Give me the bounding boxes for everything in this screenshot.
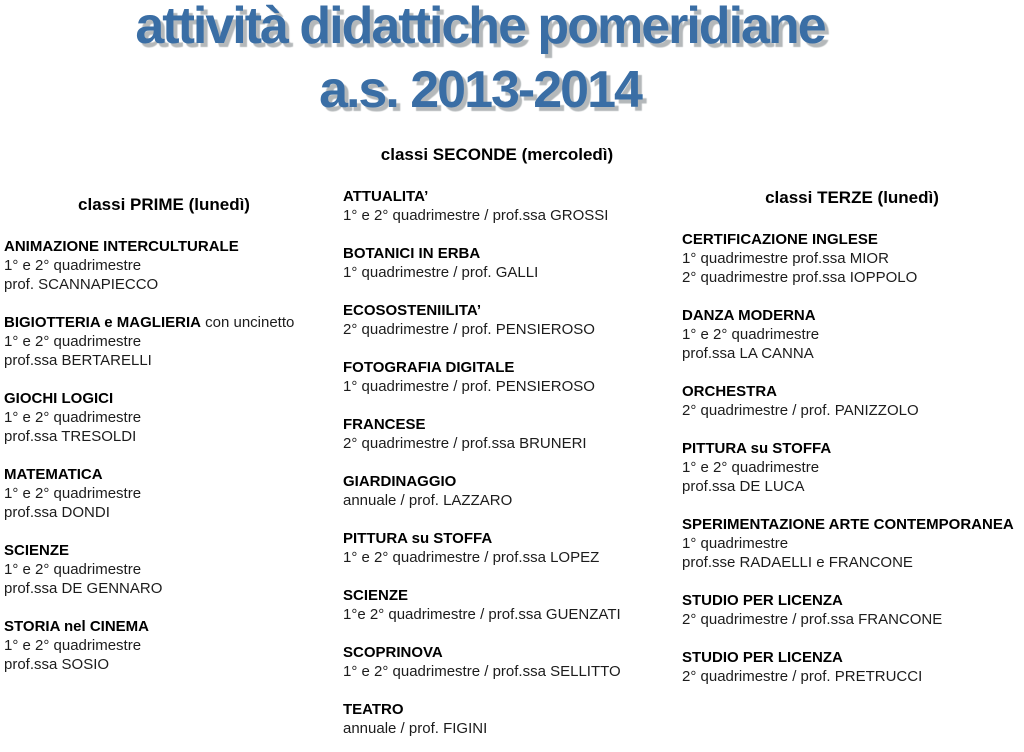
activity-detail-line: 1° quadrimestre prof.ssa MIOR <box>682 250 889 267</box>
activity-name-text: SPERIMENTAZIONE ARTE CONTEMPORANEA <box>682 516 1014 533</box>
activity-item <box>682 439 1022 496</box>
activity-name <box>682 382 1022 401</box>
activity-item <box>682 230 1022 287</box>
activity-name-text: CERTIFICAZIONE INGLESE <box>682 231 878 248</box>
column-classi-prime <box>4 195 324 693</box>
activity-item <box>4 237 324 294</box>
activity-name-suffix: con uncinetto <box>200 314 295 331</box>
activity-detail-line: 1° e 2° quadrimestre <box>682 326 820 343</box>
activity-name-text: PITTURA su STOFFA <box>343 530 493 547</box>
activity-item <box>343 643 651 681</box>
activity-name <box>682 306 1022 325</box>
activity-name-text: GIARDINAGGIO <box>343 473 457 490</box>
activity-name <box>343 301 651 320</box>
column-heading-classi-terze: classi TERZE (lunedì) <box>765 188 939 207</box>
activity-item <box>682 591 1022 629</box>
column-classi-seconde <box>343 145 651 752</box>
activity-item <box>682 515 1022 572</box>
activity-detail-line: 1° e 2° quadrimestre <box>682 459 820 476</box>
activity-detail-line: prof.ssa TRESOLDI <box>4 428 137 445</box>
activity-name <box>343 529 651 548</box>
activity-detail-line: 2° quadrimestre / prof.ssa FRANCONE <box>682 611 943 628</box>
activity-item <box>343 586 651 624</box>
activity-item <box>343 244 651 282</box>
page-subtitle: a.s. 2013-2014 <box>319 61 641 119</box>
activity-item <box>343 187 651 225</box>
activity-detail-line: 1° e 2° quadrimestre <box>4 257 142 274</box>
activity-detail-line: 1° e 2° quadrimestre / prof.ssa SELLITTO <box>343 663 621 680</box>
activity-name <box>4 313 324 332</box>
activity-name <box>682 648 1022 667</box>
activity-name-text: GIOCHI LOGICI <box>4 390 114 407</box>
activity-item <box>343 358 651 396</box>
activity-item <box>4 541 324 598</box>
activity-name <box>343 643 651 662</box>
activity-item <box>682 648 1022 686</box>
activity-item <box>343 529 651 567</box>
activity-detail-line: 1° e 2° quadrimestre <box>4 333 142 350</box>
column-heading-classi-seconde: classi SECONDE (mercoledì) <box>380 145 614 164</box>
activity-name-text: SCIENZE <box>4 542 70 559</box>
activity-name-text: ANIMAZIONE INTERCULTURALE <box>4 238 239 255</box>
column-heading-classi-prime: classi PRIME (lunedì) <box>78 195 250 214</box>
activity-name-text: SCIENZE <box>343 587 409 604</box>
activity-detail-line: 1° e 2° quadrimestre <box>4 561 142 578</box>
activity-name <box>343 358 651 377</box>
activity-item <box>4 465 324 522</box>
activity-detail-line: 2° quadrimestre prof.ssa IOPPOLO <box>682 269 918 286</box>
activity-detail-line: 1° quadrimestre / prof. PENSIEROSO <box>343 378 595 395</box>
activity-detail-line: 1° quadrimestre / prof. GALLI <box>343 264 539 281</box>
activity-name <box>4 237 324 256</box>
title-block <box>0 0 960 122</box>
activity-name <box>682 230 1022 249</box>
activity-name-text: FRANCESE <box>343 416 426 433</box>
activity-name-text: BIGIOTTERIA e MAGLIERIA <box>4 314 201 331</box>
activity-list <box>4 237 324 674</box>
activity-item <box>343 472 651 510</box>
activity-name-text: BOTANICI IN ERBA <box>343 245 481 262</box>
activity-name <box>682 439 1022 458</box>
activity-detail-line: 1° e 2° quadrimestre / prof.ssa LOPEZ <box>343 549 600 566</box>
activity-detail-line: 1° e 2° quadrimestre <box>4 409 142 426</box>
activity-name <box>4 541 324 560</box>
activity-detail-line: prof. SCANNAPIECCO <box>4 276 159 293</box>
activity-name-text: ATTUALITA’ <box>343 188 429 205</box>
activity-list <box>682 230 1022 686</box>
activity-name <box>682 515 1022 534</box>
activity-item <box>4 389 324 446</box>
activity-name <box>343 700 651 719</box>
activity-detail-line: 2° quadrimestre / prof. PANIZZOLO <box>682 402 919 419</box>
activity-name-text: PITTURA su STOFFA <box>682 440 832 457</box>
activity-detail-line: prof.ssa DONDI <box>4 504 110 521</box>
activity-name <box>343 586 651 605</box>
page-title: attività didattiche pomeridiane <box>135 0 825 55</box>
activity-detail-line: prof.ssa LA CANNA <box>682 345 814 362</box>
activity-detail-line: prof.ssa BERTARELLI <box>4 352 152 369</box>
activity-detail-line: 1° quadrimestre <box>682 535 789 552</box>
activity-name-text: FOTOGRAFIA DIGITALE <box>343 359 515 376</box>
activity-name-text: STORIA nel CINEMA <box>4 618 150 635</box>
activity-name <box>343 187 651 206</box>
activity-item <box>4 617 324 674</box>
activity-name-text: ORCHESTRA <box>682 383 778 400</box>
activity-detail-line: prof.ssa SOSIO <box>4 656 110 673</box>
activity-name <box>343 244 651 263</box>
activity-item <box>343 301 651 339</box>
activity-item <box>343 700 651 738</box>
activity-name <box>4 389 324 408</box>
activity-item <box>682 306 1022 363</box>
activity-name-text: DANZA MODERNA <box>682 307 816 324</box>
activity-detail-line: 1° e 2° quadrimestre / prof.ssa GROSSI <box>343 207 609 224</box>
activity-detail-line: 2° quadrimestre / prof. PENSIEROSO <box>343 321 595 338</box>
activity-name <box>343 472 651 491</box>
activity-detail-line: 1°e 2° quadrimestre / prof.ssa GUENZATI <box>343 606 621 623</box>
activity-name <box>682 591 1022 610</box>
activity-detail-line: 2° quadrimestre / prof. PRETRUCCI <box>682 668 923 685</box>
activity-item <box>682 382 1022 420</box>
activity-detail-line: 2° quadrimestre / prof.ssa BRUNERI <box>343 435 587 452</box>
activity-name-text: TEATRO <box>343 701 404 718</box>
activity-name <box>4 617 324 636</box>
activity-detail-line: annuale / prof. FIGINI <box>343 720 488 737</box>
column-classi-terze <box>682 188 1022 705</box>
activity-item <box>343 415 651 453</box>
activity-name-text: STUDIO PER LICENZA <box>682 649 843 666</box>
activity-name-text: SCOPRINOVA <box>343 644 443 661</box>
activity-detail-line: 1° e 2° quadrimestre <box>4 485 142 502</box>
activity-name <box>343 415 651 434</box>
activity-name-text: MATEMATICA <box>4 466 103 483</box>
activity-name <box>4 465 324 484</box>
activity-detail-line: annuale / prof. LAZZARO <box>343 492 513 509</box>
activity-detail-line: 1° e 2° quadrimestre <box>4 637 142 654</box>
activity-item <box>4 313 324 370</box>
activity-name-text: STUDIO PER LICENZA <box>682 592 843 609</box>
activity-list <box>343 187 651 738</box>
activity-detail-line: prof.ssa DE GENNARO <box>4 580 163 597</box>
activity-detail-line: prof.ssa DE LUCA <box>682 478 805 495</box>
activity-detail-line: prof.sse RADAELLI e FRANCONE <box>682 554 913 571</box>
activity-name-text: ECOSOSTENIILITA’ <box>343 302 482 319</box>
